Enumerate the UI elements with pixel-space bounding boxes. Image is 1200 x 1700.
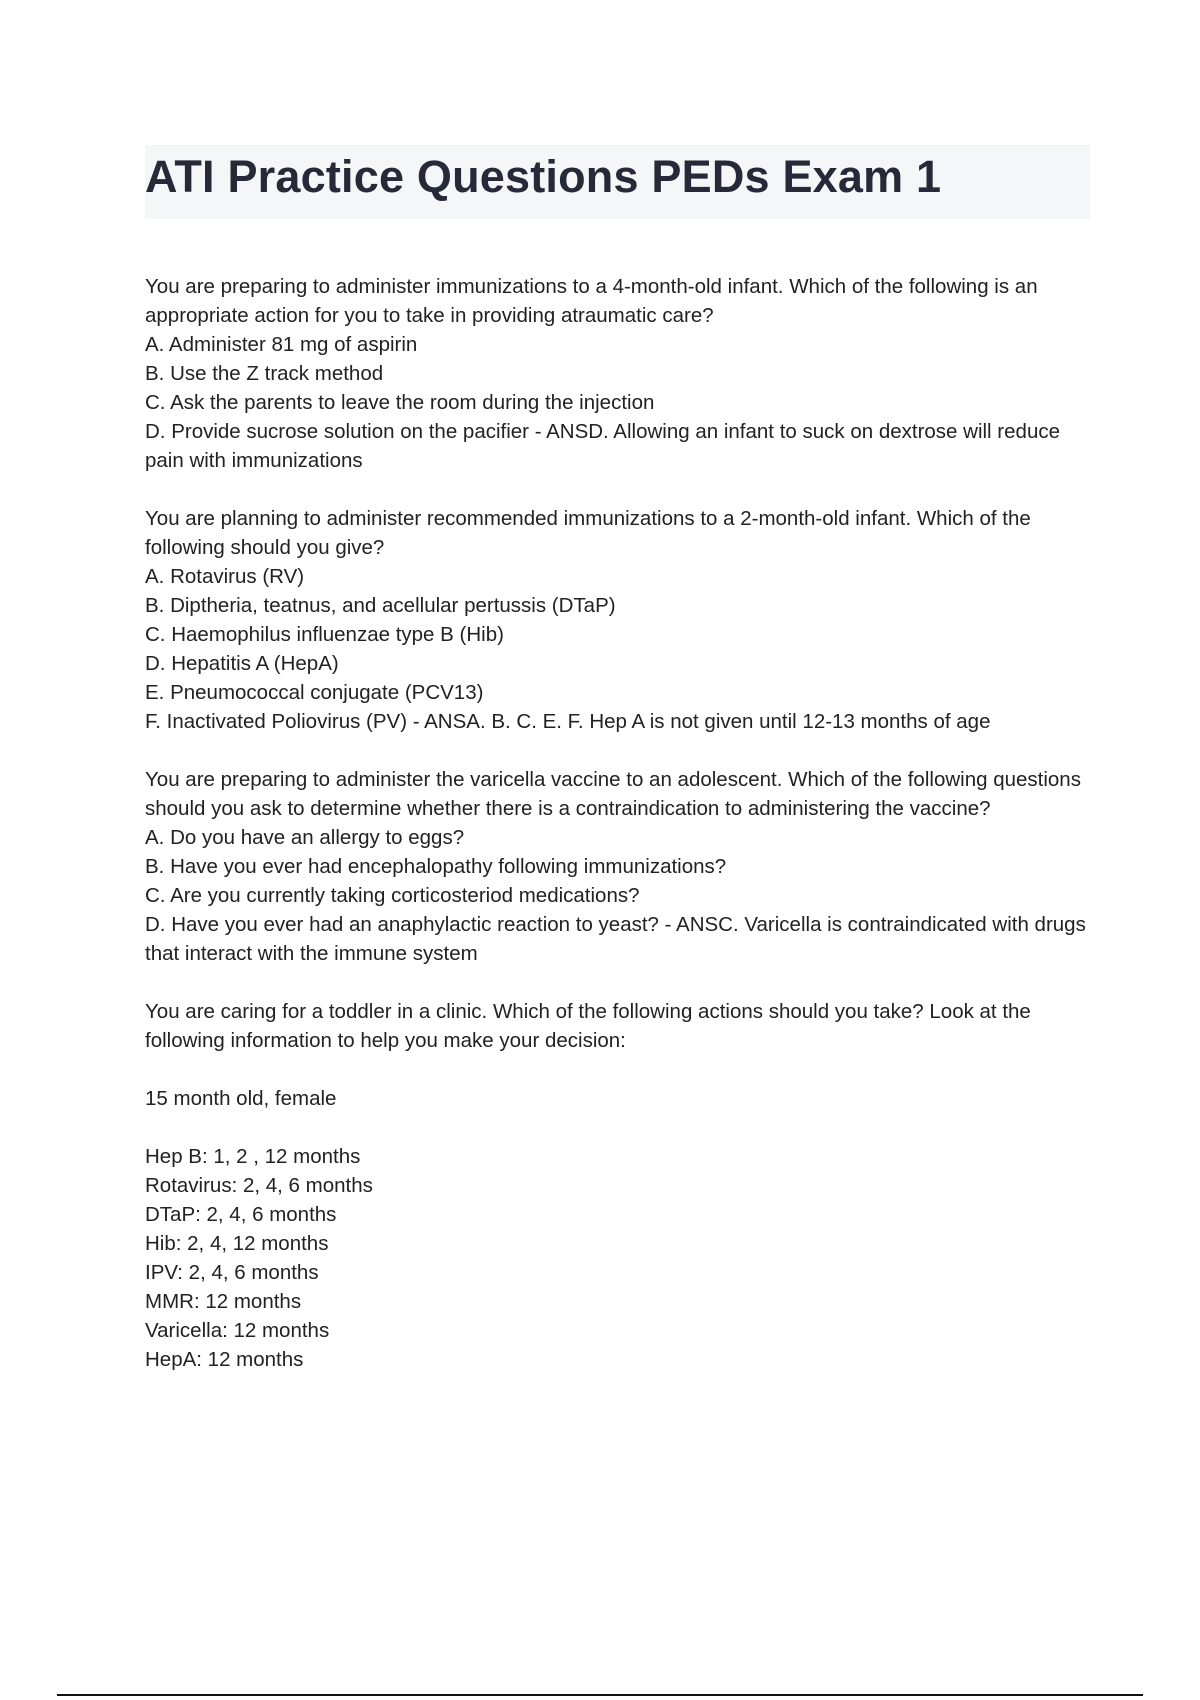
page-title: ATI Practice Questions PEDs Exam 1: [145, 151, 942, 202]
question-4: [145, 997, 1090, 1055]
schedule-item: MMR: 12 months: [145, 1290, 302, 1313]
answer-option: C. Haemophilus influenzae type B (Hib): [145, 623, 504, 646]
answer-option: D. Provide sucrose solution on the pacifier - ANSD. Allowing an infant to suck on dextrose will reduce pain with immunizations: [145, 420, 1060, 472]
question-3: [145, 765, 1090, 968]
schedule-item: Varicella: 12 months: [145, 1319, 330, 1342]
question-stem: You are planning to administer recommended immunizations to a 2-month-old infant. Which of the following should you give?: [145, 507, 1031, 559]
patient-info: [145, 1084, 1090, 1113]
footer-divider: [57, 1694, 1143, 1696]
answer-option: B. Diptheria, teatnus, and acellular pertussis (DTaP): [145, 594, 616, 617]
schedule-item: Hib: 2, 4, 12 months: [145, 1232, 329, 1255]
answer-option: D. Have you ever had an anaphylactic reaction to yeast? - ANSC. Varicella is contraindicated with drugs that interact with the immune system: [145, 913, 1086, 965]
question-stem: You are preparing to administer immunizations to a 4-month-old infant. Which of the following is an appropriate action for you to take in providing atraumatic care?: [145, 275, 1038, 327]
patient-description: 15 month old, female: [145, 1087, 337, 1110]
question-1: [145, 272, 1090, 475]
immunization-schedule: [145, 1142, 1090, 1374]
answer-option: D. Hepatitis A (HepA): [145, 652, 339, 675]
answer-option: B. Have you ever had encephalopathy following immunizations?: [145, 855, 727, 878]
answer-option: B. Use the Z track method: [145, 362, 384, 385]
schedule-item: DTaP: 2, 4, 6 months: [145, 1203, 337, 1226]
question-stem: You are preparing to administer the varicella vaccine to an adolescent. Which of the following questions should you ask to determine whether there is a contraindication to administering the vaccine?: [145, 768, 1081, 820]
answer-option: C. Are you currently taking corticosteriod medications?: [145, 884, 640, 907]
answer-option: F. Inactivated Poliovirus (PV) - ANSA. B. C. E. F. Hep A is not given until 12-13 months of age: [145, 710, 991, 733]
answer-option: A. Rotavirus (RV): [145, 565, 305, 588]
document-body: [145, 272, 1090, 1403]
answer-option: A. Do you have an allergy to eggs?: [145, 826, 465, 849]
schedule-item: Hep B: 1, 2 , 12 months: [145, 1145, 361, 1168]
answer-option: C. Ask the parents to leave the room during the injection: [145, 391, 655, 414]
schedule-item: Rotavirus: 2, 4, 6 months: [145, 1174, 373, 1197]
answer-option: E. Pneumococcal conjugate (PCV13): [145, 681, 484, 704]
schedule-item: HepA: 12 months: [145, 1348, 304, 1371]
answer-option: A. Administer 81 mg of aspirin: [145, 333, 418, 356]
question-stem: You are caring for a toddler in a clinic. Which of the following actions should you take? Look at the following information to help you make your decision:: [145, 1000, 1031, 1052]
schedule-item: IPV: 2, 4, 6 months: [145, 1261, 319, 1284]
question-2: [145, 504, 1090, 736]
